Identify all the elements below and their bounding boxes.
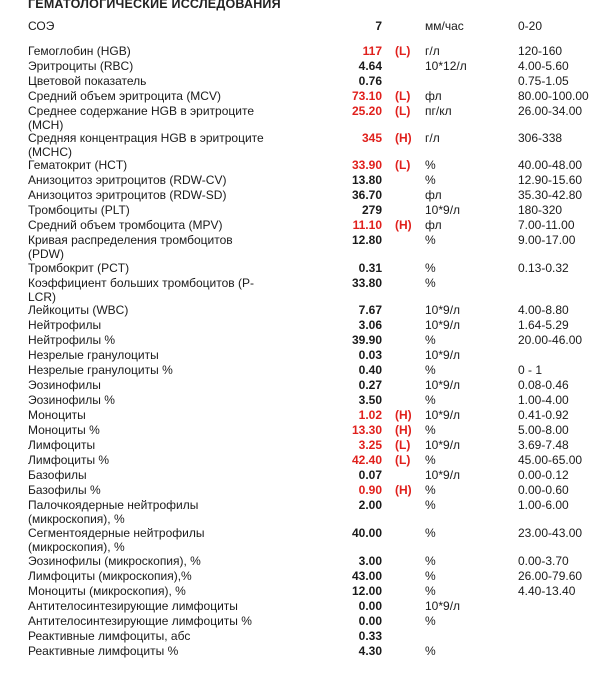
test-unit: г/л [425,44,440,58]
test-unit: % [425,423,436,437]
test-unit: фл [425,188,442,202]
reference-range: 180-320 [518,203,563,217]
test-value: 3.06 [358,318,382,332]
test-unit: 10*9/л [425,303,461,317]
reference-range: 0 - 1 [518,363,543,377]
reference-range: 3.69-7.48 [518,438,569,452]
test-name: Гемоглобин (HGB) [28,44,131,58]
test-unit: фл [425,89,442,103]
test-name: Средний объем эритроцита (MCV) [28,89,221,103]
test-value: 25.20 [351,104,382,118]
reference-range: 40.00-48.00 [518,158,583,172]
reference-range: 35.30-42.80 [518,188,583,202]
test-name: Моноциты (микроскопия), % [28,584,186,598]
test-name: Незрелые гранулоциты [28,348,159,362]
test-value: 4.64 [358,59,382,73]
test-name: Тромбоциты (PLT) [28,203,130,217]
test-value: 0.31 [358,261,382,275]
reference-range: 7.00-11.00 [518,218,575,232]
test-value: 39.90 [351,333,382,347]
test-name: Базофилы % [28,483,101,497]
test-name: Эозинофилы (микроскопия), % [28,554,201,568]
test-name: Гематокрит (HCT) [28,158,128,172]
test-name: Базофилы [28,468,87,482]
reference-range: 1.64-5.29 [518,318,569,332]
test-unit: % [425,393,436,407]
abnormal-flag: (L) [395,453,411,467]
test-unit: 10*9/л [425,318,461,332]
test-value: 0.00 [358,614,382,628]
test-value: 43.00 [351,569,382,583]
test-value: 345 [361,131,382,145]
reference-range: 45.00-65.00 [518,453,583,467]
reference-range: 5.00-8.00 [518,423,569,437]
test-name: Лейкоциты (WBC) [28,303,129,317]
test-unit: % [425,614,436,628]
reference-range: 80.00-100.00 [518,89,589,103]
reference-range: 120-160 [518,44,563,58]
test-value: 3.25 [358,438,382,452]
test-unit: % [425,483,436,497]
test-name: Средняя концентрация HGB в эритроците (MCHC) [28,131,264,159]
reference-range: 0.13-0.32 [518,261,569,275]
test-unit: 10*9/л [425,408,461,422]
reference-range: 0.00-3.70 [518,554,569,568]
test-value: 40.00 [351,526,382,540]
test-name: Лимфоциты % [28,453,110,467]
test-value: 33.80 [351,276,382,290]
test-name: Реактивные лимфоциты, абс [28,629,191,643]
test-value: 13.30 [351,423,382,437]
test-name: Средний объем тромбоцита (MPV) [28,218,223,232]
test-name: Реактивные лимфоциты % [28,644,179,658]
test-value: 3.00 [358,554,382,568]
test-name: Цветовой показатель [28,74,147,88]
reference-range: 26.00-79.60 [518,569,583,583]
reference-range: 0.00-0.60 [518,483,569,497]
test-unit: % [425,173,436,187]
test-unit: % [425,569,436,583]
abnormal-flag: (H) [395,423,412,437]
test-unit: 10*9/л [425,438,461,452]
reference-range: 0.41-0.92 [518,408,569,422]
abnormal-flag: (H) [395,483,412,497]
test-value: 117 [362,44,382,58]
test-value: 0.33 [358,629,382,643]
test-unit: фл [425,218,442,232]
test-unit: % [425,644,436,658]
test-unit: % [425,453,436,467]
abnormal-flag: (L) [395,89,411,103]
test-value: 13.80 [351,173,382,187]
test-value: 73.10 [351,89,382,103]
test-unit: 10*9/л [425,348,461,362]
test-name: СОЭ [28,19,55,33]
test-name: Эритроциты (RBC) [28,59,134,73]
test-unit: % [425,276,436,290]
test-name: Тромбокрит (PCT) [28,261,130,275]
reference-range: 0.00-0.12 [518,468,569,482]
test-name: Сегментоядерные нейтрофилы (микроскопия), % [28,526,205,554]
test-value: 279 [361,203,382,217]
abnormal-flag: (H) [395,131,412,145]
reference-range: 4.00-5.60 [518,59,569,73]
reference-range: 26.00-34.00 [518,104,583,118]
test-unit: % [425,526,436,540]
test-unit: % [425,158,436,172]
test-unit: % [425,363,436,377]
test-value: 7 [375,19,382,33]
abnormal-flag: (H) [395,218,412,232]
test-name: Антителосинтезирующие лимфоциты % [28,614,252,628]
test-name: Среднее содержание HGB в эритроците (MCH) [28,104,254,132]
reference-range: 20.00-46.00 [518,333,583,347]
test-value: 0.00 [358,599,382,613]
test-value: 11.10 [352,218,382,232]
test-value: 0.90 [358,483,382,497]
test-unit: 10*9/л [425,599,461,613]
reference-range: 4.40-13.40 [518,584,576,598]
reference-range: 9.00-17.00 [518,233,576,247]
test-value: 12.00 [351,584,382,598]
test-unit: 10*9/л [425,468,461,482]
reference-range: 306-338 [518,131,563,145]
test-value: 4.30 [358,644,382,658]
test-name: Палочкоядерные нейтрофилы (микроскопия), % [28,498,199,526]
test-name: Кривая распределения тромбоцитов (PDW) [28,233,233,261]
test-name: Антителосинтезирующие лимфоциты [28,599,238,613]
section-title: ГЕМАТОЛОГИЧЕСКИЕ ИССЛЕДОВАНИЯ [28,0,281,11]
test-name: Анизоцитоз эритроцитов (RDW-CV) [28,173,227,187]
test-unit: пг/кл [425,104,452,118]
test-unit: г/л [425,131,440,145]
test-name: Лимфоциты [28,438,96,452]
reference-range: 4.00-8.80 [518,303,569,317]
test-unit: % [425,554,436,568]
test-value: 0.40 [358,363,382,377]
reference-range: 0-20 [518,19,543,33]
test-value: 12.80 [351,233,382,247]
test-name: Эозинофилы % [28,393,115,407]
test-unit: 10*9/л [425,378,461,392]
abnormal-flag: (L) [395,44,411,58]
abnormal-flag: (L) [395,158,411,172]
test-name: Лимфоциты (микроскопия),% [28,569,192,583]
test-value: 33.90 [351,158,382,172]
abnormal-flag: (H) [395,408,412,422]
test-unit: % [425,498,436,512]
test-value: 1.02 [358,408,382,422]
test-name: Анизоцитоз эритроцитов (RDW-SD) [28,188,227,202]
test-unit: 10*12/л [425,59,467,73]
test-unit: мм/час [425,19,464,33]
test-unit: % [425,233,436,247]
reference-range: 0.75-1.05 [518,74,569,88]
test-value: 0.76 [358,74,382,88]
test-value: 36.70 [351,188,382,202]
test-value: 0.27 [358,378,382,392]
test-unit: 10*9/л [425,203,461,217]
reference-range: 12.90-15.60 [518,173,583,187]
test-name: Нейтрофилы [28,318,102,332]
test-value: 0.03 [358,348,382,362]
test-name: Моноциты % [28,423,100,437]
test-unit: % [425,584,436,598]
test-value: 7.67 [358,303,382,317]
test-name: Коэффициент больших тромбоцитов (P-LCR) [28,276,254,304]
reference-range: 0.08-0.46 [518,378,569,392]
test-unit: % [425,261,436,275]
test-name: Эозинофилы [28,378,101,392]
test-value: 3.50 [358,393,382,407]
abnormal-flag: (L) [395,104,411,118]
test-unit: % [425,333,436,347]
test-name: Нейтрофилы % [28,333,116,347]
reference-range: 1.00-4.00 [518,393,569,407]
test-name: Незрелые гранулоциты % [28,363,173,377]
reference-range: 1.00-6.00 [518,498,569,512]
test-name: Моноциты [28,408,86,422]
test-value: 0.07 [358,468,382,482]
reference-range: 23.00-43.00 [518,526,583,540]
test-value: 42.40 [351,453,382,467]
abnormal-flag: (L) [395,438,411,452]
test-value: 2.00 [358,498,382,512]
